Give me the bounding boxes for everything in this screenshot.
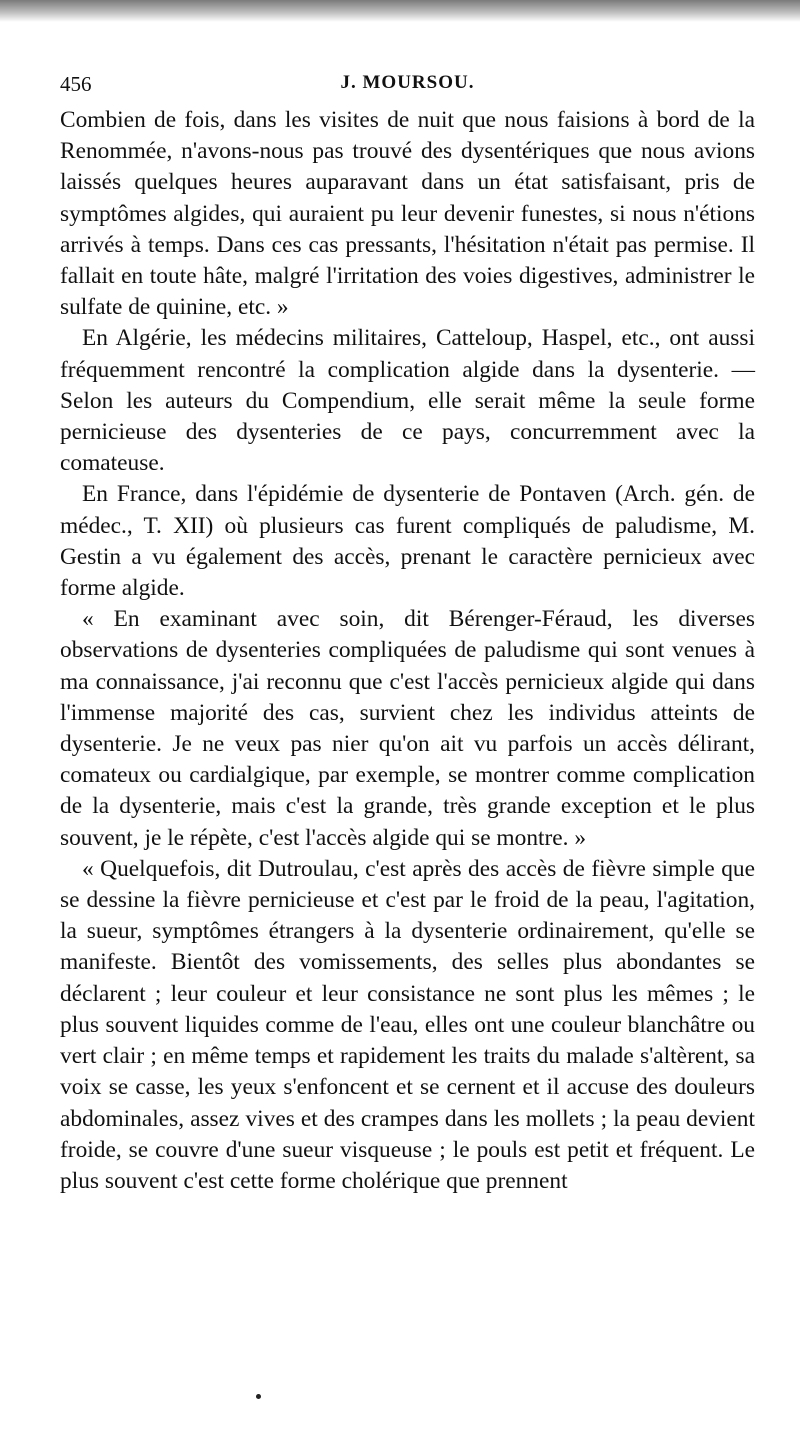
page-number: 456 bbox=[60, 72, 92, 96]
paragraph-5: « Quelquefois, dit Dutroulau, c'est après des accès de fièvre simple que se dessine la fièvre pernicieuse et c'est par le froid de la peau, l'agitation, la sueur, symptômes étrangers à la dysenterie ordinairement, qu'elle se manifeste. Bientôt des vomissements, des selles plus abondantes se déclarent ; leur couleur et leur consistance ne sont plus les mêmes ; le plus souvent liquides comme de l'eau, elles ont une couleur blanchâtre ou vert clair ; en même temps et rapidement les traits du malade s'altèrent, sa voix se casse, les yeux s'enfoncent et se cernent et il accuse des douleurs abdominales, assez vives et des crampes dans les mollets ; la peau devient froide, se couvre d'une sueur visqueuse ; le pouls est petit et fréquent. Le plus souvent c'est cette forme cholérique que prennent bbox=[60, 855, 755, 1194]
scan-speck bbox=[256, 1394, 261, 1399]
paragraph-4: « En examinant avec soin, dit Bérenger-Féraud, les diverses observations de dysenteries compliquées de paludisme qui sont venues à ma connaissance, j'ai reconnu que c'est l'accès pernicieux algide qui dans l'immense majorité des cas, survient chez les individus atteints de dysenterie. Je ne veux pas nier qu'on ait vu parfois un accès délirant, comateux ou cardialgique, par exemple, se montrer comme complication de la dysenterie, mais c'est la grande, très grande exception et le plus souvent, je le répète, c'est l'accès algide qui se montre. » bbox=[60, 606, 755, 851]
page-header bbox=[60, 72, 755, 100]
paragraph-3: En France, dans l'épidémie de dysenterie de Pontaven (Arch. gén. de médec., T. XII) où plusieurs cas furent compliqués de paludisme, M. Gestin a vu également des accès, prenant le caractère pernicieux avec forme algide. bbox=[60, 481, 755, 602]
body-text bbox=[60, 105, 755, 1197]
running-head: J. MOURSOU. bbox=[340, 72, 475, 93]
paragraph-1: Combien de fois, dans les visites de nuit que nous faisions à bord de la Renommée, n'avons-nous pas trouvé des dysentériques que nous avions laissés quelques heures auparavant dans un état satisfaisant, pris de symptômes algides, qui auraient pu leur devenir funestes, si nous n'étions arrivés à temps. Dans ces cas pressants, l'hésitation n'était pas permise. Il fallait en toute hâte, malgré l'irritation des voies digestives, administrer le sulfate de quinine, etc. » bbox=[60, 107, 755, 321]
paragraph-2: En Algérie, les médecins militaires, Catteloup, Haspel, etc., ont aussi fréquemment rencontré la complication algide dans la dysenterie. — Selon les auteurs du Compendium, elle serait même la seule forme pernicieuse des dysenteries de ce pays, concurremment avec la comateuse. bbox=[60, 325, 755, 477]
scan-edge-shadow bbox=[0, 0, 800, 22]
